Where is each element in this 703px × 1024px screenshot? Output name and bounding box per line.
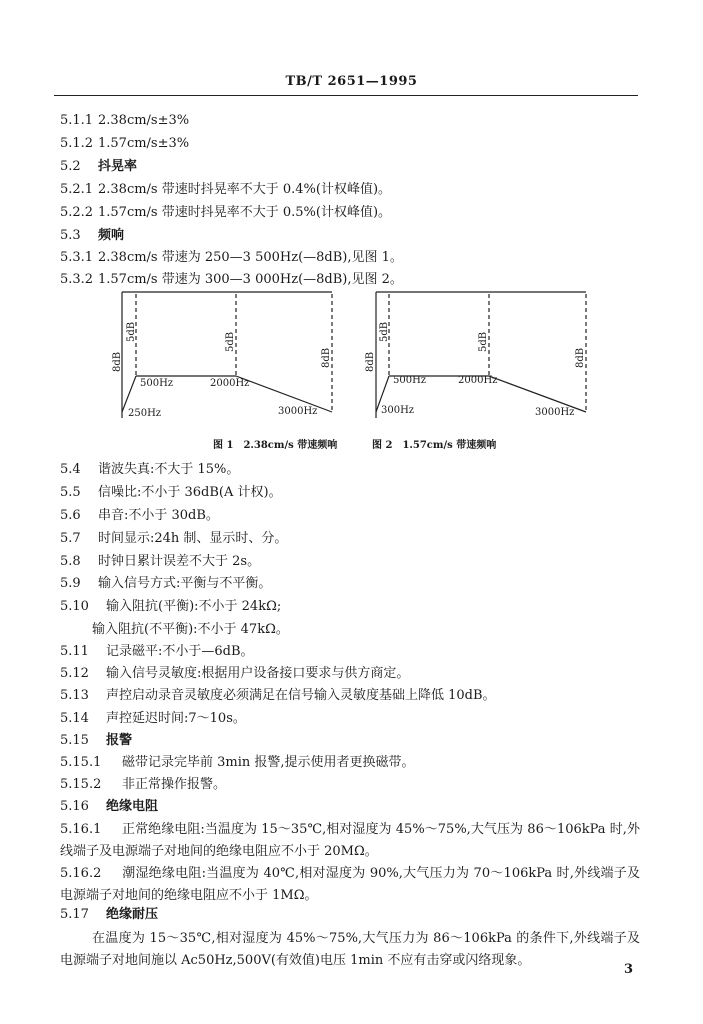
spec-5-3-1 <box>60 249 403 267</box>
figure-1-diagram <box>122 292 332 418</box>
clause-number: 5.6 <box>60 508 81 523</box>
clause-text: 2.38cm/s 带速为 250—3 500Hz(—8dB),见图 1。 <box>98 250 403 265</box>
clause-number: 5.2 <box>60 159 81 174</box>
fig2-label-2000hz: 2000Hz <box>458 375 498 386</box>
clause-number: 5.14 <box>60 711 89 726</box>
clause-text: 抖晃率 <box>98 159 138 174</box>
spec-5-2-2 <box>60 204 391 222</box>
fig1-label-250hz: 250Hz <box>128 408 162 419</box>
fig1-label-3000hz: 3000Hz <box>278 406 318 417</box>
spec-5-6 <box>60 507 219 525</box>
clause-text: 磁带记录完毕前 3min 报警,提示使用者更换磁带。 <box>122 755 415 770</box>
clause-number: 5.15 <box>60 733 89 748</box>
spec-5-5 <box>60 484 282 502</box>
para-5-16-2 <box>60 863 640 907</box>
fig1-label-8db-right: 8dB <box>321 347 332 368</box>
clause-number: 5.4 <box>60 462 81 477</box>
spec-5-10 <box>60 598 281 616</box>
heading-5-17 <box>60 906 158 924</box>
clause-number: 5.15.1 <box>60 755 102 770</box>
clause-text: 信噪比:不小于 36dB(A 计权)。 <box>98 485 282 500</box>
clause-text: 串音:不小于 30dB。 <box>98 508 219 523</box>
spec-5-14 <box>60 710 246 728</box>
clause-number: 5.9 <box>60 576 81 591</box>
clause-number: 5.3.2 <box>60 272 94 287</box>
clause-number: 5.16 <box>60 799 89 814</box>
clause-text: 绝缘耐压 <box>106 907 159 922</box>
clause-text: 2.38cm/s 带速时抖晃率不大于 0.4%(计权峰值)。 <box>98 182 392 197</box>
fig1-label-5db-mid: 5dB <box>225 331 236 352</box>
clause-number: 5.13 <box>60 688 89 703</box>
clause-number: 5.15.2 <box>60 777 102 792</box>
clause-text: 1.57cm/s 带速时抖晃率不大于 0.5%(计权峰值)。 <box>98 205 392 220</box>
heading-5-3 <box>60 227 124 245</box>
clause-text: 声控延迟时间:7～10s。 <box>106 711 246 726</box>
spec-5-12 <box>60 665 409 683</box>
clause-text: 2.38cm/s±3% <box>98 113 190 128</box>
clause-number: 5.16.2 <box>60 866 102 881</box>
fig2-label-8db: 8dB <box>365 351 376 372</box>
clause-text: 非正常操作报警。 <box>122 777 227 792</box>
clause-text: 时钟日累计误差不大于 2s。 <box>98 554 261 569</box>
figure-2-diagram <box>376 292 586 418</box>
clause-text: 频响 <box>98 228 125 243</box>
clause-number: 5.17 <box>60 907 89 922</box>
clause-text: 输入信号方式:平衡与不平衡。 <box>98 576 272 591</box>
clause-text: 时间显示:24h 制、显示时、分。 <box>98 531 288 546</box>
figure-2-caption: 图 2 1.57cm/s 带速频响 <box>372 440 497 451</box>
spec-5-10-unbalanced <box>60 621 289 639</box>
para-5-16-1 <box>60 819 640 863</box>
clause-text: 报警 <box>106 733 133 748</box>
page-number: 3 <box>623 962 633 977</box>
clause-number: 5.1.1 <box>60 113 94 128</box>
frequency-response-figures <box>0 280 703 455</box>
fig1-label-8db: 8dB <box>112 351 123 372</box>
fig1-low-rolloff <box>122 376 136 412</box>
spec-5-1-2 <box>60 135 189 153</box>
clause-text: 潮湿绝缘电阻:当温度为 40℃,相对湿度为 90%,大气压力为 70～106kPa 时,外线端子及电源端子对地间的绝缘电阻应不小于 1MΩ。 <box>60 866 640 903</box>
clause-number: 5.11 <box>60 644 89 659</box>
heading-5-15 <box>60 732 132 750</box>
spec-5-15-1 <box>60 754 415 772</box>
clause-number: 5.10 <box>60 599 89 614</box>
clause-text: 1.57cm/s 带速为 300—3 000Hz(—8dB),见图 2。 <box>98 272 403 287</box>
clause-number: 5.8 <box>60 554 81 569</box>
fig1-label-5db-left: 5dB <box>126 321 137 342</box>
fig2-label-8db-right: 8dB <box>575 347 586 368</box>
clause-number: 5.5 <box>60 485 81 500</box>
fig2-label-5db-mid: 5dB <box>478 331 489 352</box>
fig2-label-3000hz: 3000Hz <box>535 407 575 418</box>
clause-number: 5.7 <box>60 531 81 546</box>
para-5-17: 在温度为 15～35℃,相对湿度为 45%～75%,大气压力为 86～106kPa 的条件下,外线端子及电源端子对地间施以 Ac50Hz,500V(有效值)电压 1min 不应有击穿或闪络现象。 <box>60 931 640 968</box>
spec-5-7 <box>60 530 287 548</box>
clause-number: 5.12 <box>60 666 89 681</box>
clause-text: 声控启动录音灵敏度必须满足在信号输入灵敏度基础上降低 10dB。 <box>106 688 496 703</box>
spec-5-4 <box>60 461 239 479</box>
clause-number: 5.1.2 <box>60 136 94 151</box>
fig2-label-5db-left: 5dB <box>379 321 390 342</box>
heading-5-16 <box>60 798 158 816</box>
figure-1-caption: 图 1 2.38cm/s 带速频响 <box>213 440 338 451</box>
spec-5-9 <box>60 575 271 593</box>
spec-5-11 <box>60 643 254 661</box>
spec-5-2-1 <box>60 181 391 199</box>
heading-5-2 <box>60 158 137 176</box>
clause-number: 5.3 <box>60 228 81 243</box>
clause-text: 输入阻抗(不平衡):不小于 47kΩ。 <box>92 622 289 637</box>
clause-text: 记录磁平:不小于—6dB。 <box>106 644 254 659</box>
fig1-label-2000hz: 2000Hz <box>210 378 250 389</box>
fig2-label-300hz: 300Hz <box>381 405 415 416</box>
clause-number: 5.16.1 <box>60 822 102 837</box>
clause-number: 5.2.1 <box>60 182 94 197</box>
spec-5-8 <box>60 553 260 571</box>
clause-text: 正常绝缘电阻:当温度为 15～35℃,相对湿度为 45%～75%,大气压为 86～106kPa 时,外线端子及电源端子对地间的绝缘电阻应不小于 20MΩ。 <box>60 822 640 859</box>
fig1-label-500hz: 500Hz <box>140 378 174 389</box>
clause-text: 输入信号灵敏度:根据用户设备接口要求与供方商定。 <box>106 666 410 681</box>
clause-number: 5.2.2 <box>60 205 94 220</box>
clause-text: 绝缘电阻 <box>106 799 159 814</box>
header-rule <box>54 95 638 96</box>
clause-text: 1.57cm/s±3% <box>98 136 190 151</box>
spec-5-13 <box>60 687 496 705</box>
fig2-label-500hz: 500Hz <box>393 375 427 386</box>
spec-5-15-2 <box>60 776 226 794</box>
spec-5-1-1 <box>60 112 189 130</box>
running-header: TB/T 2651—1995 <box>285 74 418 89</box>
clause-text: 输入阻抗(平衡):不小于 24kΩ; <box>106 599 282 614</box>
clause-text: 谐波失真:不大于 15%。 <box>98 462 240 477</box>
clause-number: 5.3.1 <box>60 250 94 265</box>
